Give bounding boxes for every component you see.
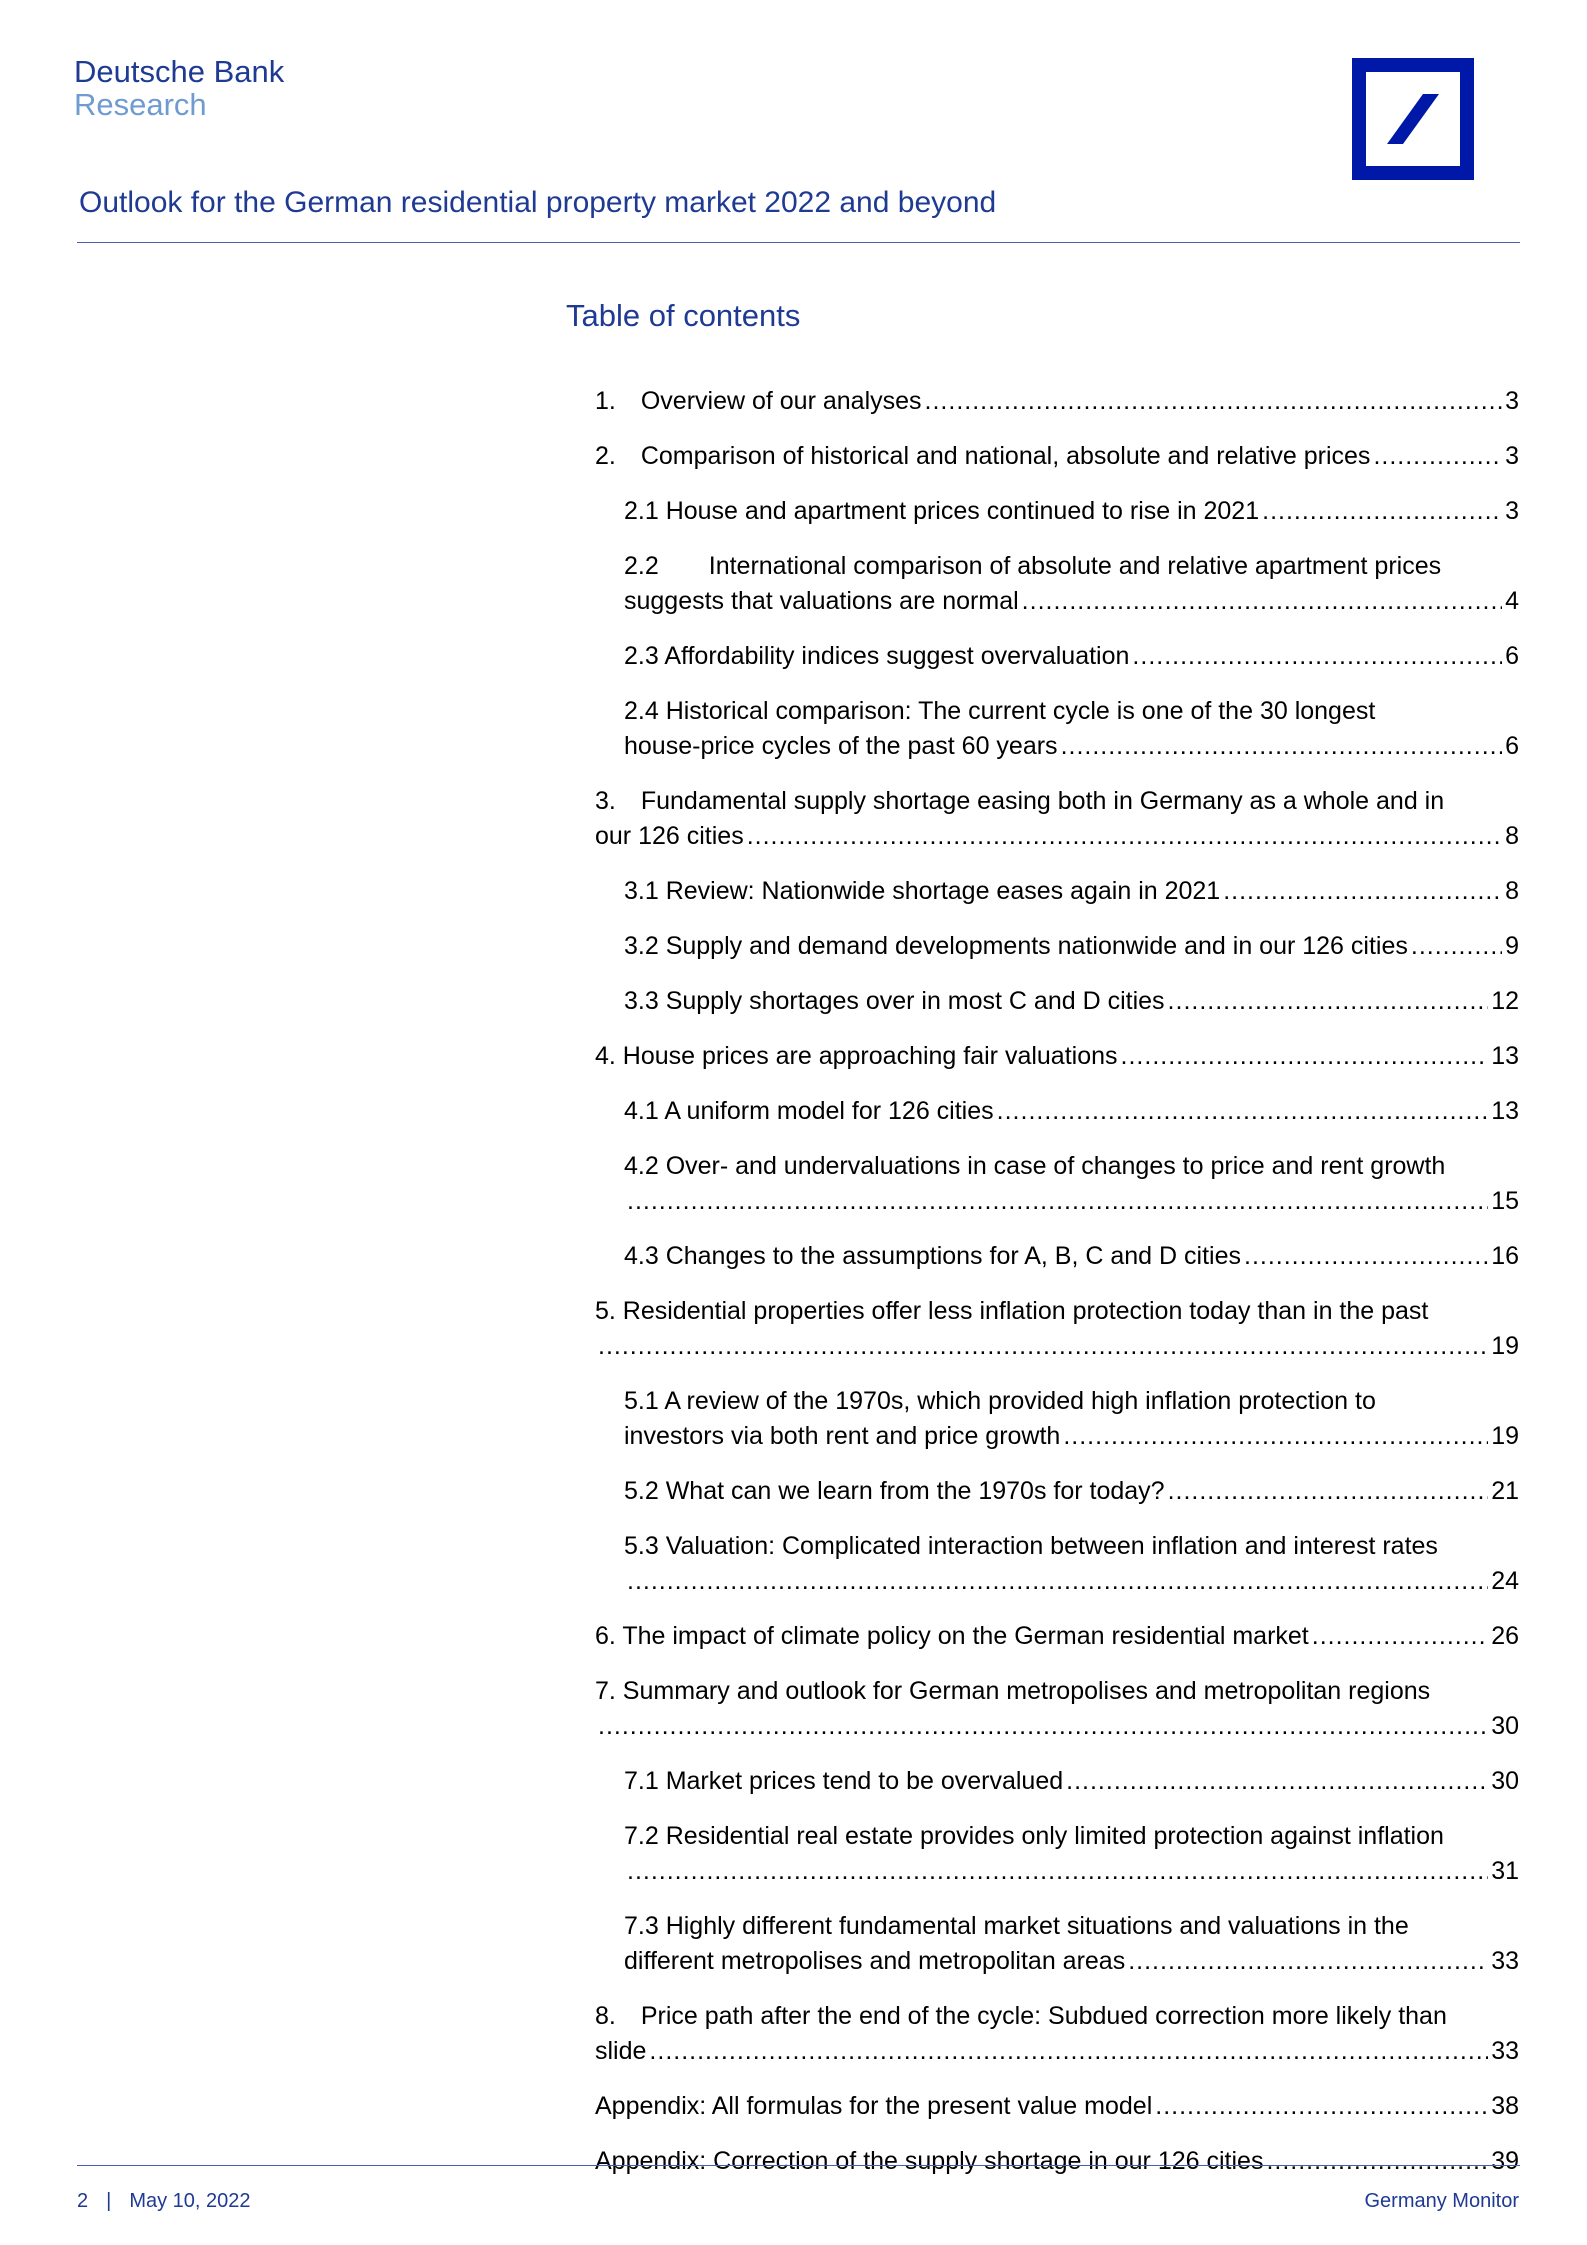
toc-entry-title: Appendix: Correction of the supply shortage in our 126 cities [595, 2147, 1264, 2175]
toc-entry-title: 2.1 House and apartment prices continued to rise in 2021 [624, 497, 1260, 525]
deutsche-bank-logo-icon [1352, 58, 1474, 180]
toc-entry[interactable] [624, 1474, 1519, 1509]
table-of-contents [595, 384, 1519, 2199]
toc-page-number: 13 [1491, 1042, 1519, 1070]
toc-entry-title: 1. Overview of our analyses [595, 387, 922, 415]
footer-left [77, 2190, 251, 2213]
footer-divider [77, 2165, 1520, 2166]
brand-name: Deutsche Bank [74, 54, 285, 89]
dot-leader [997, 1094, 1489, 1129]
toc-entry-title-line: 7.2 Residential real estate provides only limited protection against inflation [624, 1822, 1444, 1850]
toc-entry-title: different metropolises and metropolitan areas [624, 1947, 1126, 1975]
toc-entry[interactable] [624, 929, 1519, 964]
dot-leader [598, 1329, 1488, 1364]
toc-entry[interactable] [624, 639, 1519, 674]
dot-leader [1168, 984, 1489, 1019]
toc-entry[interactable] [624, 1384, 1519, 1454]
toc-entry[interactable] [595, 2089, 1519, 2124]
toc-entry[interactable] [595, 1674, 1519, 1744]
toc-entry[interactable] [624, 1909, 1519, 1979]
dot-leader [1244, 1239, 1488, 1274]
toc-heading: Table of contents [566, 298, 801, 333]
toc-entry-title: investors via both rent and price growth [624, 1422, 1061, 1450]
toc-entry-title: 5.2 What can we learn from the 1970s for today? [624, 1477, 1165, 1505]
toc-page-number: 4 [1505, 587, 1519, 615]
toc-entry-title: 2.3 Affordability indices suggest overvaluation [624, 642, 1130, 670]
toc-page-number: 16 [1491, 1242, 1519, 1270]
toc-entry[interactable] [624, 1529, 1519, 1599]
toc-page-number: 30 [1491, 1767, 1519, 1795]
toc-entry[interactable] [595, 384, 1519, 419]
dot-leader [1121, 1039, 1489, 1074]
toc-page-number: 19 [1491, 1332, 1519, 1360]
toc-entry[interactable] [624, 874, 1519, 909]
footer-separator: | [106, 2190, 112, 2212]
toc-entry[interactable] [595, 1619, 1519, 1654]
toc-entry-title-line: 5.1 A review of the 1970s, which provided high inflation protection to [624, 1387, 1376, 1415]
toc-entry-title-line: 2.4 Historical comparison: The current cycle is one of the 30 longest [624, 697, 1376, 725]
toc-entry[interactable] [595, 1999, 1519, 2069]
toc-entry-title: 4.1 A uniform model for 126 cities [624, 1097, 994, 1125]
toc-entry-title: 3.3 Supply shortages over in most C and D cities [624, 987, 1165, 1015]
toc-entry-title: 7.1 Market prices tend to be overvalued [624, 1767, 1064, 1795]
dot-leader [1128, 1944, 1488, 1979]
toc-page-number: 6 [1505, 732, 1519, 760]
toc-page-number: 26 [1491, 1622, 1519, 1650]
toc-page-number: 24 [1491, 1567, 1519, 1595]
toc-entry[interactable] [595, 784, 1519, 854]
dot-leader [1168, 1474, 1489, 1509]
toc-entry-title: 3.2 Supply and demand developments nationwide and in our 126 cities [624, 932, 1408, 960]
toc-page-number: 33 [1491, 2037, 1519, 2065]
toc-entry-title: our 126 cities [595, 822, 744, 850]
toc-entry[interactable] [624, 549, 1519, 619]
footer-date: May 10, 2022 [129, 2190, 251, 2212]
toc-entry[interactable] [624, 1149, 1519, 1219]
dot-leader [1063, 1419, 1488, 1454]
toc-entry-title-line: 5. Residential properties offer less inflation protection today than in the past [595, 1297, 1429, 1325]
toc-entry[interactable] [624, 1819, 1519, 1889]
toc-entry-title: Appendix: All formulas for the present value model [595, 2092, 1153, 2120]
toc-entry-title: suggests that valuations are normal [624, 587, 1019, 615]
dot-leader [1373, 439, 1502, 474]
header-divider [77, 242, 1520, 243]
toc-entry[interactable] [624, 1094, 1519, 1129]
toc-entry[interactable] [595, 1294, 1519, 1364]
dot-leader [1223, 874, 1502, 909]
page-number: 2 [77, 2190, 89, 2212]
toc-entry[interactable] [624, 694, 1519, 764]
toc-entry-title: 6. The impact of climate policy on the German residential market [595, 1622, 1309, 1650]
dot-leader [627, 1854, 1488, 1889]
brand-wordmark [74, 55, 284, 121]
toc-page-number: 8 [1505, 877, 1519, 905]
toc-page-number: 21 [1491, 1477, 1519, 1505]
toc-entry-title-line: 2.2 International comparison of absolute and relative apartment prices [624, 552, 1442, 580]
toc-page-number: 3 [1505, 387, 1519, 415]
toc-page-number: 3 [1505, 497, 1519, 525]
toc-page-number: 12 [1491, 987, 1519, 1015]
toc-entry[interactable] [624, 1239, 1519, 1274]
dot-leader [1022, 584, 1502, 619]
dot-leader [747, 819, 1502, 854]
dot-leader [1262, 494, 1502, 529]
toc-page-number: 3 [1505, 442, 1519, 470]
toc-page-number: 15 [1491, 1187, 1519, 1215]
toc-entry-title: 4.3 Changes to the assumptions for A, B, C and D cities [624, 1242, 1241, 1270]
toc-page-number: 6 [1505, 642, 1519, 670]
toc-entry-title-line: 3. Fundamental supply shortage easing both in Germany as a whole and in [595, 787, 1445, 815]
toc-entry[interactable] [624, 494, 1519, 529]
toc-entry[interactable] [595, 439, 1519, 474]
dot-leader [627, 1564, 1488, 1599]
toc-entry-title: 3.1 Review: Nationwide shortage eases again in 2021 [624, 877, 1221, 905]
dot-leader [1411, 929, 1502, 964]
toc-entry[interactable] [624, 1764, 1519, 1799]
toc-entry-title: 4. House prices are approaching fair valuations [595, 1042, 1118, 1070]
dot-leader [1155, 2089, 1488, 2124]
dot-leader [627, 1184, 1488, 1219]
toc-entry[interactable] [595, 2144, 1519, 2179]
toc-entry[interactable] [595, 1039, 1519, 1074]
toc-page-number: 33 [1491, 1947, 1519, 1975]
toc-entry-title-line: 7.3 Highly different fundamental market situations and valuations in the [624, 1912, 1409, 1940]
toc-page-number: 13 [1491, 1097, 1519, 1125]
toc-page-number: 38 [1491, 2092, 1519, 2120]
dot-leader [925, 384, 1503, 419]
toc-page-number: 19 [1491, 1422, 1519, 1450]
toc-entry-title-line: 5.3 Valuation: Complicated interaction between inflation and interest rates [624, 1532, 1438, 1560]
toc-page-number: 31 [1491, 1857, 1519, 1885]
dot-leader [1266, 2144, 1488, 2179]
toc-page-number: 39 [1491, 2147, 1519, 2175]
brand-subname: Research [74, 87, 207, 122]
toc-entry[interactable] [624, 984, 1519, 1019]
dot-leader [649, 2034, 1488, 2069]
toc-entry-title-line: 7. Summary and outlook for German metropolises and metropolitan regions [595, 1677, 1431, 1705]
dot-leader [1061, 729, 1503, 764]
dot-leader [598, 1709, 1488, 1744]
toc-entry-title-line: 4.2 Over- and undervaluations in case of changes to price and rent growth [624, 1152, 1446, 1180]
toc-entry-title: house-price cycles of the past 60 years [624, 732, 1058, 760]
toc-entry-title: 2. Comparison of historical and national, absolute and relative prices [595, 442, 1371, 470]
toc-entry-title-line: 8. Price path after the end of the cycle: Subdued correction more likely than [595, 2002, 1447, 2030]
document-title: Outlook for the German residential property market 2022 and beyond [79, 186, 997, 219]
dot-leader [1132, 639, 1502, 674]
toc-page-number: 9 [1505, 932, 1519, 960]
toc-page-number: 8 [1505, 822, 1519, 850]
toc-entry-title: slide [595, 2037, 647, 2065]
toc-page-number: 30 [1491, 1712, 1519, 1740]
publication-name: Germany Monitor [1364, 2190, 1519, 2212]
dot-leader [1066, 1764, 1488, 1799]
dot-leader [1312, 1619, 1488, 1654]
